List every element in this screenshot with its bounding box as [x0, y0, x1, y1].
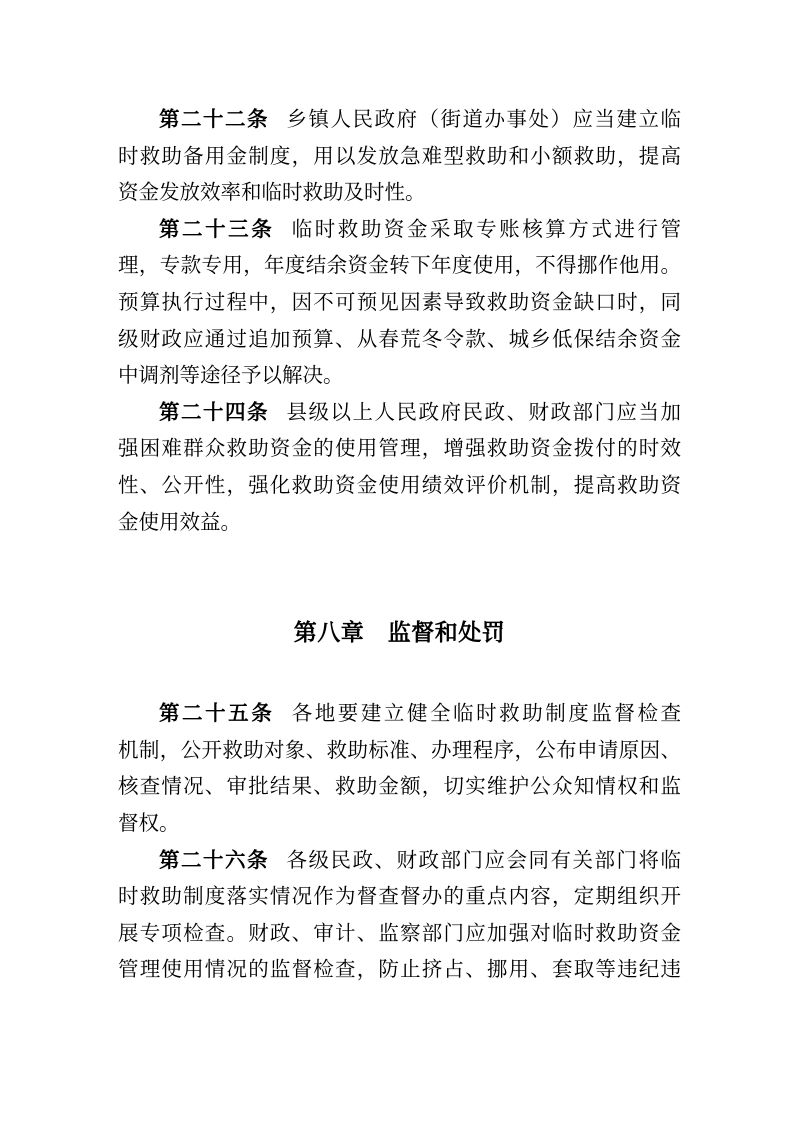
article-number: 第二十二条 [159, 109, 270, 131]
article-paragraph-22 [118, 102, 681, 212]
article-line [118, 102, 681, 139]
article-number: 第二十五条 [159, 703, 275, 726]
article-text: 各地要建立健全临时救助制度监督检查 [291, 703, 682, 726]
article-text: 各级民政、财政部门应会同有关部门将临 [286, 849, 682, 872]
article-line [118, 843, 681, 880]
article-line [118, 212, 681, 249]
article-line: 展专项检查。财政、审计、监察部门应加强对临时救助资金 [118, 922, 681, 945]
article-line: 时救助制度落实情况作为督查督办的重点内容，定期组织开 [118, 886, 681, 909]
article-line: 性、公开性，强化救助资金使用绩效评价机制，提高救助资 [118, 474, 681, 497]
article-paragraph-24 [118, 395, 681, 541]
article-text: 临时救助资金采取专账核算方式进行管 [291, 218, 682, 241]
article-line: 时救助备用金制度，用以发放急难型救助和小额救助，提高 [118, 145, 681, 168]
article-line: 金使用效益。 [118, 511, 241, 534]
article-line: 核查情况、审批结果、救助金额，切实维护公众知情权和监 [118, 776, 681, 799]
article-line: 级财政应通过追加预算、从春荒冬令款、城乡低保结余资金 [118, 328, 681, 351]
article-number: 第二十六条 [159, 849, 270, 872]
article-number: 第二十三条 [159, 218, 275, 241]
article-line: 中调剂等途径予以解决。 [118, 365, 344, 388]
article-paragraph-23 [118, 212, 681, 395]
article-line: 理，专款专用，年度结余资金转下年度使用，不得挪作他用。 [118, 255, 681, 278]
chapter-heading: 第八章 监督和处罚 [293, 619, 506, 646]
article-number: 第二十四条 [159, 401, 270, 424]
article-line: 预算执行过程中，因不可预见因素导致救助资金缺口时，同 [118, 291, 681, 314]
article-line: 强困难群众救助资金的使用管理，增强救助资金拨付的时效 [118, 438, 681, 461]
article-text: 乡镇人民政府（街道办事处）应当建立临 [286, 109, 682, 131]
article-paragraph-26 [118, 843, 681, 989]
article-text: 县级以上人民政府民政、财政部门应当加 [286, 401, 682, 424]
article-line: 管理使用情况的监督检查，防止挤占、挪用、套取等违纪违 [118, 959, 681, 982]
article-line: 机制，公开救助对象、救助标准、办理程序，公布申请原因、 [118, 739, 681, 762]
article-line [118, 395, 681, 432]
article-line: 督权。 [118, 812, 180, 835]
article-line [118, 696, 681, 733]
article-paragraph-25 [118, 696, 681, 842]
article-line: 资金发放效率和临时救助及时性。 [118, 182, 426, 205]
